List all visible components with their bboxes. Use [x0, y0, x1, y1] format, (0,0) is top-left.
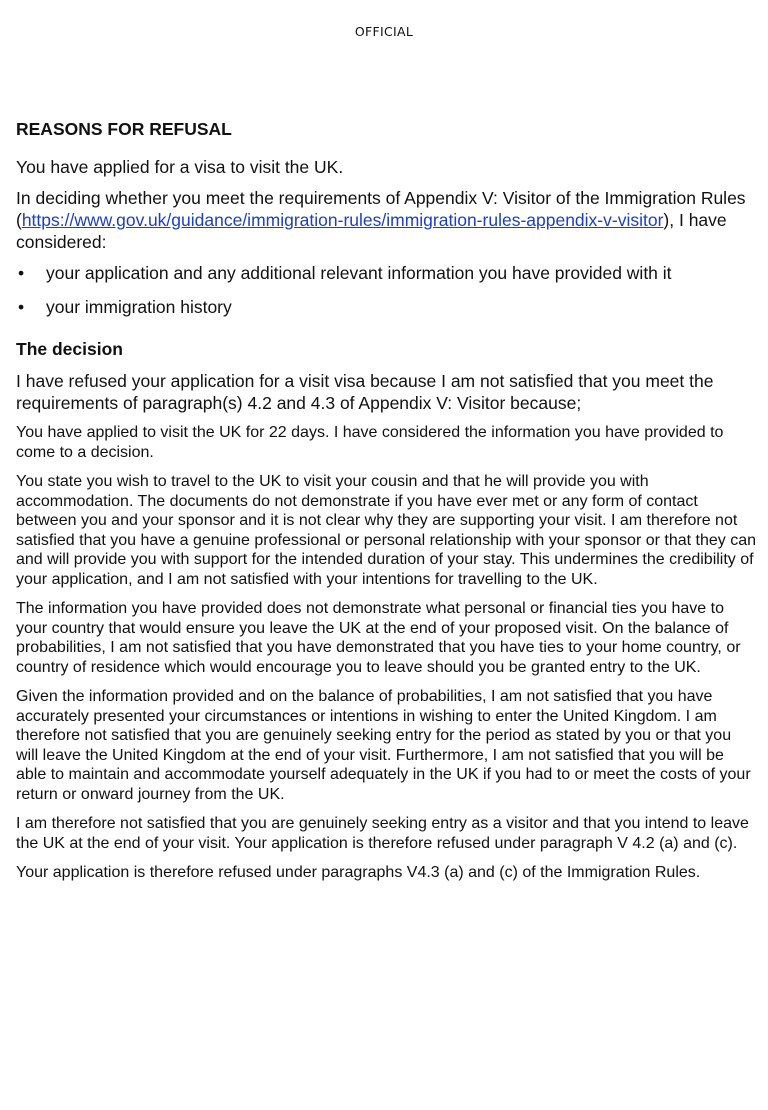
bullet-icon: •	[18, 297, 25, 317]
document-body	[16, 118, 756, 893]
list-item	[16, 262, 756, 284]
security-marking: OFFICIAL	[354, 24, 414, 39]
paragraph-refused-4-3: Your application is therefore refused under paragraphs V4.3 (a) and (c) of the Immigration Rules.	[16, 864, 701, 881]
deciding-text-before: In deciding whether you meet the requirements of Appendix V: Visitor of the Immigration Rules (	[16, 188, 746, 230]
list-item	[16, 296, 756, 318]
deciding-paragraph	[16, 187, 756, 253]
deciding-text-after: ), I have considered:	[16, 210, 727, 252]
paragraph-balance: Given the information provided and on the balance of probabilities, I am not satisfied that you have accurately presented your circumstances or intentions in wishing to enter the United Kingdom. I am therefore not satisfied that you are genuinely seeking entry for the period as stated by you or that you will leave the United Kingdom at the end of your visit. Furthermore, I am not satisfied that you will be able to maintain and accommodate yourself adequately in the UK if you had to or meet the costs of your return or onward journey from the UK.	[16, 688, 751, 803]
bullet-icon: •	[18, 263, 25, 283]
immigration-rules-link[interactable]: https://www.gov.uk/guidance/immigration-rules/immigration-rules-appendix-v-visitor	[21, 210, 664, 230]
page-title: REASONS FOR REFUSAL	[16, 119, 232, 139]
paragraph-sponsor: You state you wish to travel to the UK to visit your cousin and that he will provide you with accommodation. The documents do not demonstrate if you have ever met or any form of contact between you and your sponsor and it is not clear why they are supporting your visit. I am therefore not satisfied that you have a genuine professional or personal relationship with your sponsor or that they can and will provide you with support for the intended duration of your stay. This undermines the credibility of your application, and I am not satisfied with your intentions for travelling to the UK.	[16, 473, 756, 588]
considered-list	[16, 262, 756, 318]
paragraph-ties: The information you have provided does not demonstrate what personal or financial ties you have to your country that would ensure you leave the UK at the end of your proposed visit. On the balance of probabilities, I am not satisfied that you have demonstrated that you have ties to your home country, or country of residence which would encourage you to leave should you be granted entry to the UK.	[16, 600, 741, 676]
decision-intro-paragraph: I have refused your application for a visit visa because I am not satisfied that you meet the requirements of paragraph(s) 4.2 and 4.3 of Appendix V: Visitor because;	[16, 371, 714, 413]
intro-paragraph: You have applied for a visa to visit the UK.	[16, 157, 344, 177]
list-item-text: your immigration history	[46, 297, 232, 317]
paragraph-duration: You have applied to visit the UK for 22 days. I have considered the information you have provided to come to a decision.	[16, 424, 724, 461]
list-item-text: your application and any additional relevant information you have provided with it	[46, 263, 672, 283]
section-heading-decision: The decision	[16, 339, 123, 359]
paragraph-refused-4-2: I am therefore not satisfied that you are genuinely seeking entry as a visitor and that you intend to leave the UK at the end of your visit. Your application is therefore refused under paragraph V 4.2 (a) and (c).	[16, 815, 749, 852]
